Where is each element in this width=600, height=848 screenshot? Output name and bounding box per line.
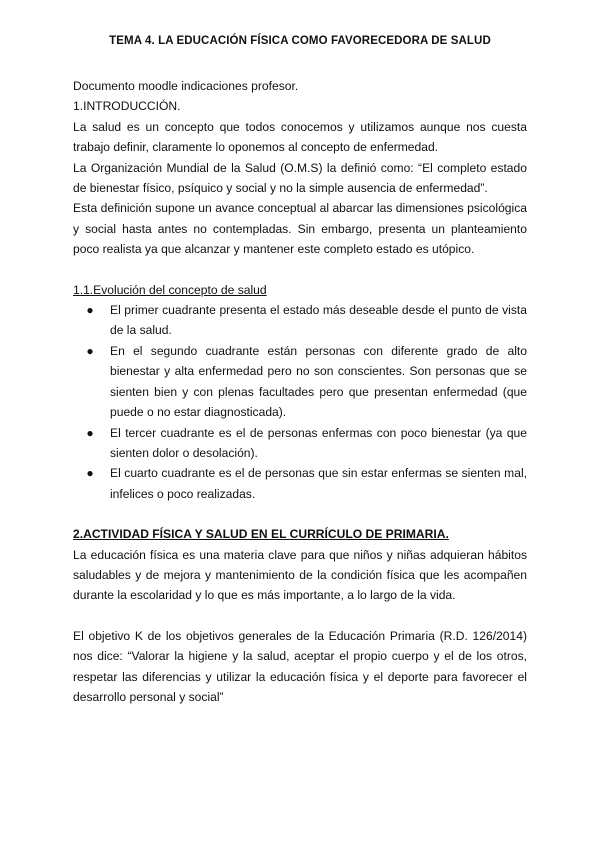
bullet-text: El tercer cuadrante es el de personas enfermas con poco bienestar (ya que sienten dolor o desolación). bbox=[110, 425, 527, 460]
bullet-text: En el segundo cuadrante están personas con diferente grado de alto bienestar y alta enfermedad pero no son conscientes. Son personas que se sienten bien y con plenas facultades pero que presentan enfermedad (que puede o no estar diagnosticada). bbox=[110, 343, 527, 420]
bullet-dot-icon: ● bbox=[86, 343, 94, 358]
bullet-dot-icon: ● bbox=[86, 425, 94, 440]
bullet-dot-icon: ● bbox=[86, 303, 94, 318]
section-1-paragraph-3: Esta definición supone un avance conceptual al abarcar las dimensiones psicológica y social hasta antes no contempladas. Sin embargo, presenta un planteamiento poco realista ya que alcanzar y mantener este completo estado es utópico. bbox=[73, 201, 527, 257]
bullet-item bbox=[86, 300, 527, 341]
section-1-heading: 1.INTRODUCCIÓN. bbox=[73, 99, 181, 114]
bullet-text: El primer cuadrante presenta el estado más deseable desde el punto de vista de la salud. bbox=[110, 303, 527, 338]
bullet-item bbox=[86, 341, 527, 423]
section-1-1-heading: 1.1.Evolución del concepto de salud bbox=[73, 282, 267, 297]
section-2-heading: 2.ACTIVIDAD FÍSICA Y SALUD EN EL CURRÍCULO DE PRIMARIA. bbox=[73, 527, 449, 542]
section-2-paragraph-2: El objetivo K de los objetivos generales de la Educación Primaria (R.D. 126/2014) nos dice: “Valorar la higiene y la salud, aceptar el propio cuerpo y el de los otros, respetar las diferencias y utilizar la educación física y el deporte para favorecer el desarrollo personal y social” bbox=[73, 628, 527, 704]
section-2-paragraph-1: La educación física es una materia clave para que niños y niñas adquieran hábitos saludables y de mejora y mantenimiento de la condición física que les acompañen durante la escolaridad y lo que es más importante, a lo largo de la vida. bbox=[73, 547, 527, 603]
bullet-item bbox=[86, 463, 527, 504]
section-1-paragraph-1: La salud es un concepto que todos conocemos y utilizamos aunque nos cuesta trabajo definir, claramente lo oponemos al concepto de enfermedad. bbox=[73, 119, 527, 155]
quadrant-bullet-list bbox=[73, 300, 527, 504]
document-title: TEMA 4. LA EDUCACIÓN FÍSICA COMO FAVORECEDORA DE SALUD bbox=[109, 35, 491, 47]
section-1-paragraph-2: La Organización Mundial de la Salud (O.M.S) la definió como: “El completo estado de bienestar físico, psíquico y social y no la simple ausencia de enfermedad”. bbox=[73, 160, 527, 196]
bullet-item bbox=[86, 423, 527, 464]
intro-line: Documento moodle indicaciones profesor. bbox=[73, 79, 299, 93]
bullet-dot-icon: ● bbox=[86, 466, 94, 481]
bullet-text: El cuarto cuadrante es el de personas que sin estar enfermas se sienten mal, infelices o poco realizadas. bbox=[110, 466, 527, 501]
